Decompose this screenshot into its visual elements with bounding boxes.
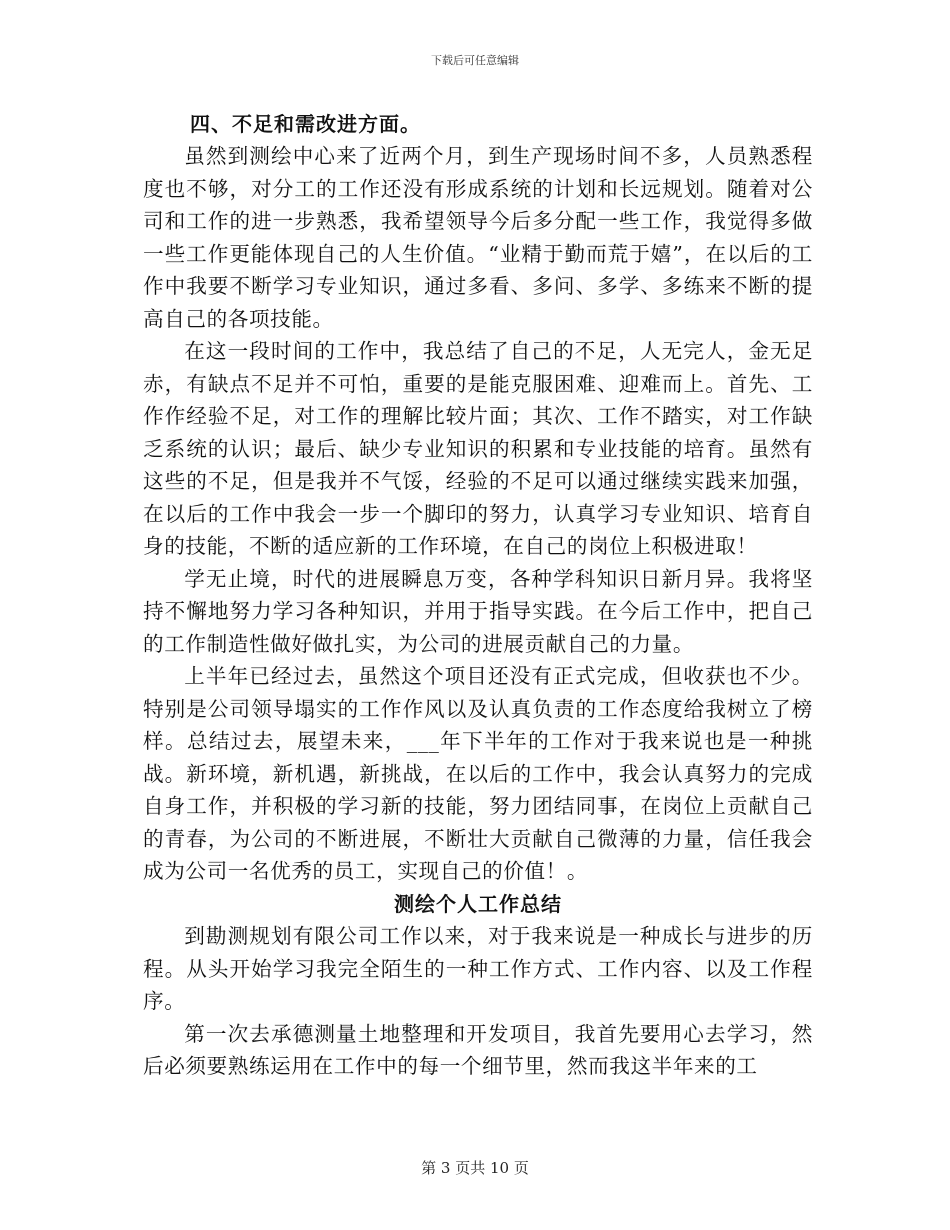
paragraph-continuous-learning: 学无止境，时代的进展瞬息万变，各种学科知识日新月异。我将坚持不懈地努力学习各种知识，并用于指导实践。在今后工作中，把自己的工作制造性做好做扎实，为公司的进展贡献自己的力量。 bbox=[143, 566, 813, 656]
paragraph-half-year-summary: 上半年已经过去，虽然这个项目还没有正式完成，但收获也不少。特别是公司领导塌实的工作作风以及认真负责的工作态度给我树立了榜样。总结过去，展望未来，___年下半年的工作对于我来说也是一种挑战。新环境，新机遇，新挑战，在以后的工作中，我会认真努力的完成自身工作，并积极的学习新的技能，努力团结同事，在岗位上贡献自己的青春，为公司的不断进展，不断壮大贡献自己微薄的力量，信任我会成为公司一名优秀的员工，实现自己的价值！。 bbox=[143, 664, 813, 883]
paragraph-self-review: 在这一段时间的工作中，我总结了自己的不足，人无完人，金无足赤，有缺点不足并不可怕，重要的是能克服困难、迎难而上。首先、工作作经验不足，对工作的理解比较片面；其次、工作不踏实，对工作缺乏系统的认识；最后、缺少专业知识的积累和专业技能的培育。虽然有这些的不足，但是我并不气馁，经验的不足可以通过继续实践来加强，在以后的工作中我会一步一个脚印的努力，认真学习专业知识、培育自身的技能，不断的适应新的工作环境，在自己的岗位上积极进取！ bbox=[143, 339, 813, 558]
page-footer: 第 3 页共 10 页 bbox=[421, 1159, 529, 1177]
article-title: 测绘个人工作总结 bbox=[394, 891, 562, 916]
paragraph-shortcomings-intro: 虽然到测绘中心来了近两个月，到生产现场时间不多，人员熟悉程度也不够，对分工的工作还没有形成系统的计划和长远规划。随着对公司和工作的进一步熟悉，我希望领导今后多分配一些工作，我觉得多做一些工作更能体现自己的人生价值。“业精于勤而荒于嬉”，在以后的工作中我要不断学习专业知识，通过多看、多问、多学、多练来不断的提高自己的各项技能。 bbox=[143, 144, 813, 331]
page-header: 下载后可任意编辑 bbox=[431, 54, 519, 67]
paragraph-company-intro: 到勘测规划有限公司工作以来，对于我来说是一种成长与进步的历程。从头开始学习我完全陌生的一种工作方式、工作内容、以及工作程序。 bbox=[143, 924, 813, 1013]
document-body bbox=[143, 108, 813, 1083]
section-heading: 四、不足和需改进方面。 bbox=[190, 112, 421, 136]
paragraph-first-project: 第一次去承德测量土地整理和开发项目，我首先要用心去学习，然后必须要熟练运用在工作中的每一个细节里，然而我这半年来的工 bbox=[143, 1021, 813, 1078]
